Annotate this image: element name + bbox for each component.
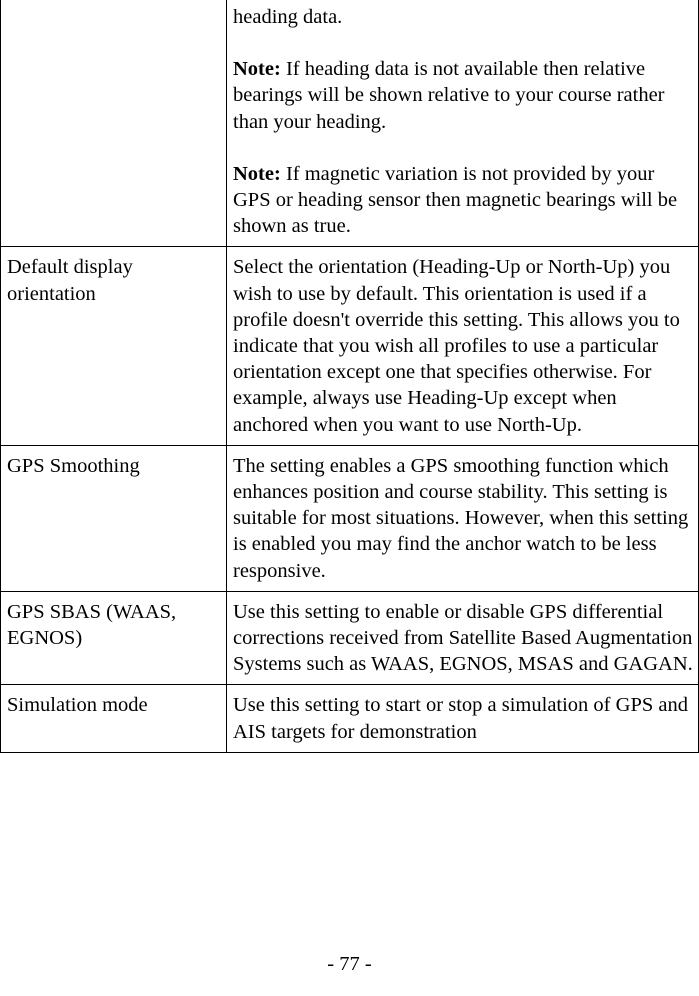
setting-description-cell: The setting enables a GPS smoothing function which enhances position and course stability. This setting is suitable for most situations. However, when this setting is enabled you may find the anchor watch to be less responsive. xyxy=(227,445,699,591)
setting-name-cell: GPS SBAS (WAAS, EGNOS) xyxy=(1,591,227,685)
setting-name-cell xyxy=(1,0,227,247)
setting-description-cell xyxy=(227,0,699,247)
table-row xyxy=(1,591,699,685)
note-label: Note: xyxy=(233,58,281,81)
table-row xyxy=(1,247,699,445)
setting-name-cell: GPS Smoothing xyxy=(1,445,227,591)
note-text: If magnetic variation is not provided by your GPS or heading sensor then magnetic bearings will be shown as true. xyxy=(233,162,678,238)
paragraph-text: heading data. xyxy=(233,6,343,28)
note-paragraph xyxy=(233,56,696,135)
note-label: Note: xyxy=(233,162,281,185)
note-paragraph xyxy=(233,161,696,240)
setting-description-cell: Use this setting to start or stop a simulation of GPS and AIS targets for demonstration xyxy=(227,685,699,752)
page-number: - 77 - xyxy=(327,953,372,975)
setting-description-cell: Use this setting to enable or disable GPS differential corrections received from Satellite Based Augmentation Systems such as WAAS, EGNOS, MSAS and GAGAN. xyxy=(227,591,699,685)
note-text: If heading data is not available then relative bearings will be shown relative to your course rather than your heading. xyxy=(233,58,665,133)
table-row xyxy=(1,685,699,752)
table-row xyxy=(1,0,699,247)
setting-name-cell: Simulation mode xyxy=(1,685,227,752)
table-row xyxy=(1,445,699,591)
setting-description-cell: Select the orientation (Heading-Up or North-Up) you wish to use by default. This orientation is used if a profile doesn't override this setting. This allows you to indicate that you wish all profiles to use a particular orientation except one that specifies otherwise. For example, always use Heading-Up except when anchored when you want to use North-Up. xyxy=(227,247,699,445)
setting-name-cell: Default display orientation xyxy=(1,247,227,445)
description-paragraph xyxy=(233,4,696,30)
